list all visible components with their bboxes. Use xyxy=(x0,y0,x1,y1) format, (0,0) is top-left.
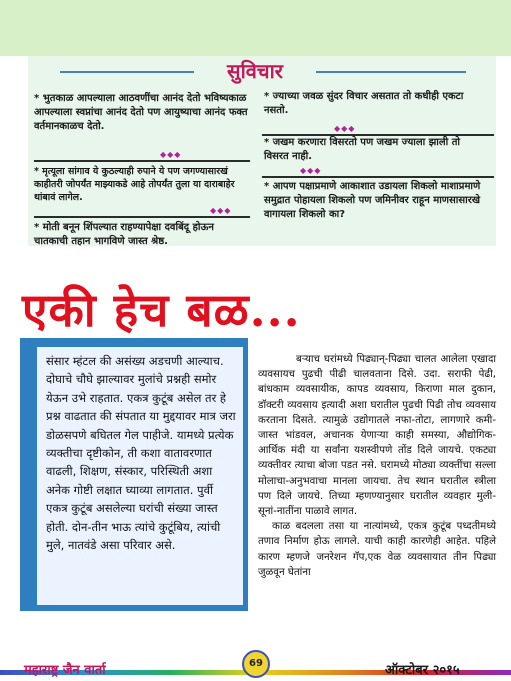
quote-divider xyxy=(262,176,494,178)
separator-dots: ◆◆◆ xyxy=(160,150,182,159)
top-band xyxy=(0,0,511,56)
separator-dots: ◆◆◆ xyxy=(210,206,232,215)
intro-text: संसार म्हंटल की असंख्य अडचणी आल्याच. दोघाचे चौघे झाल्यावर मुलांचे प्रश्नही समोर येऊन उभे राहतात. एकत्र कुटूंब असेल तर हे प्रश्न वाढतात की संपतात या मुद्दयावर मात्र जरा डोळसपणे बघितल गेल पाहीजे. यामध्ये प्रत्येक व्यक्तीचा दृष्टीकोन, ती कशा वातावरणात वाढली, शिक्षण, संस्कार, परिस्थिती अशा अनेक गोष्टी लक्षात घ्याव्या लागतात. पुर्वी एकत्र कुटूंब असलेल्या घरांची संख्या जास्त होती. दोन-तीन भाऊ त्यांचे कुटूंबिय, त्यांची मुले, नातवंडे असा परिवार असे. xyxy=(46,354,236,553)
quote-right-3: * आपण पक्षाप्रमाणे आकाशात उडायला शिकलो माशाप्रमाणे समुद्रात पोहायला शिकलो पण जमिनीवर राहून माणसासारखे वागायला शिकलो का? xyxy=(264,181,481,220)
title-rule-right xyxy=(316,71,466,73)
issue-date: ऑक्टोबर २०१५ xyxy=(385,663,460,678)
magazine-name: महाराष्ट्र जैन वार्ता xyxy=(24,663,106,678)
article-body xyxy=(258,352,496,580)
title-rule-left xyxy=(60,71,194,73)
separator-dots: ◆◆◆ xyxy=(300,166,322,175)
quote-divider xyxy=(34,160,250,162)
quote-right-2: * जखम करणारा विसरतो पण जखम ज्याला झाली तो विसरत नाही. xyxy=(264,137,461,162)
paragraph-2: काळ बदलला तसा या नात्यांमध्ये, एकत्र कुटूंब पध्दतीमध्ये तणाव निर्माण होऊ लागले. याची काही कारणेही आहेत. पहिले कारण म्हणजे जनरेशन गॅप,एक वेळ व्यवसायात तीन पिढ्या जुळवून घेतांना xyxy=(258,521,496,578)
quotes-title: सुविचार xyxy=(227,59,283,83)
quote-left-2: * मृत्यूला सांगाव ये कुठल्याही रुपाने ये पण जगण्यासारखं काहीतरी जोपर्यंत माझ्याकडे आहे तोपर्यंत तुला या दाराबाहेर थांबावं लागेल. xyxy=(34,166,235,203)
quote-left-3: * मोती बनून शिंपल्यात राहण्यापेक्षा दवबिंदू होऊन चातकाची तहान भागविणे जास्त श्रेष्ठ. xyxy=(34,222,214,247)
page-number: 69 xyxy=(242,650,270,678)
separator-dots: ◆◆◆ xyxy=(334,124,356,133)
paragraph-1: बऱ्याच घरांमध्ये पिढ्यान्-पिढ्या चालत आलेला एखादा व्यवसायच पुढची पीढी चालवताना दिसे. उदा. सराफी पेढी, बांधकाम व्यवसायीक, कापड व्यवसाय, किराणा माल दुकान, डॉक्टरी व्यवसाय इत्यादी अशा घरातील पुढची पिढी तोच व्यवसाय करताना दिसते. त्यामुळे उद्योगातले नफा-तोटा, लागणारे कमी-जास्त भांडवल, अचानक येणाऱ्या काही समस्या, औद्योगिक-आर्थिक मंदी या सर्वांना यशस्वीपणे तोंड दिले जायचे. एकट्या व्यक्तीवर त्याचा बोजा पडत नसे. घरामध्ये मोठ्या व्यक्तींचा सल्ला मोलाचा-अनुभवाचा मानला जायचा. तेच स्थान घरातील स्त्रीला पण दिले जायचे. तिच्या म्हणण्यानुसार घरातील व्यवहार मुली-सूनां-नातींना पाळावे लागत. xyxy=(258,354,496,518)
quote-left-1: * भुतकाळ आपल्याला आठवणींचा आनंद देतो भविष्यकाळ आपल्याला स्वप्नांचा आनंद देतो पण आयुष्याचा आनंद फक्त वर्तमानकाळच देतो. xyxy=(34,93,248,132)
quote-right-1: * ज्याच्या जवळ सुंदर विचार असतात तो कधीही एकटा नसतो. xyxy=(264,91,464,116)
quote-divider xyxy=(34,216,250,218)
article-headline: एकी हेच बळ... xyxy=(22,283,301,337)
